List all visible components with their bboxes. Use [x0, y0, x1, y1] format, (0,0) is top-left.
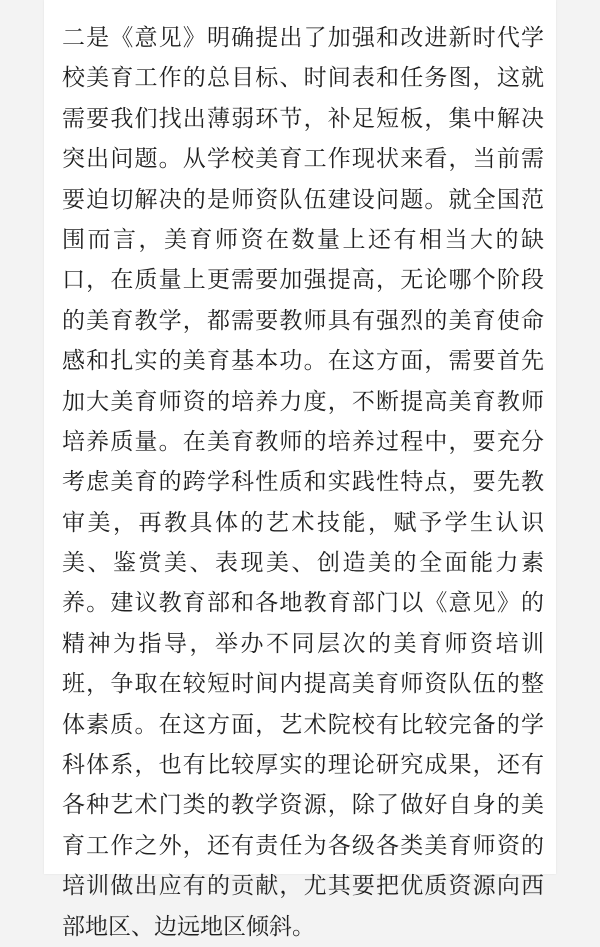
- text-line: 养。建议教育部和各地教育部门以《意见》的: [62, 590, 544, 617]
- text-line: 围而言，美育师资在数量上还有相当大的缺: [62, 226, 544, 253]
- text-line: 培养质量。在美育教师的培养过程中，要充分: [62, 428, 544, 455]
- text-line: 美、鉴赏美、表现美、创造美的全面能力素: [62, 550, 544, 577]
- text-line: 考虑美育的跨学科性质和实践性特点，要先教: [62, 469, 544, 496]
- text-line: 科体系，也有比较厚实的理论研究成果，还有: [62, 752, 544, 779]
- text-line: 审美，再教具体的艺术技能，赋予学生认识: [62, 509, 544, 536]
- text-line: 各种艺术门类的教学资源，除了做好自身的美: [62, 792, 544, 819]
- text-line: 育工作之外，还有责任为各级各类美育师资的: [62, 832, 544, 859]
- text-line: 班，争取在较短时间内提高美育师资队伍的整: [62, 671, 544, 698]
- text-line: 二是《意见》明确提出了加强和改进新时代学: [62, 25, 544, 51]
- text-line: 感和扎实的美育基本功。在这方面，需要首先: [62, 348, 544, 375]
- text-line: 体素质。在这方面，艺术院校有比较完备的学: [62, 711, 544, 738]
- text-line: 精神为指导，举办不同层次的美育师资培训: [62, 630, 544, 657]
- text-line: 部地区、边远地区倾斜。: [62, 913, 315, 940]
- text-line: 校美育工作的总目标、时间表和任务图，这就: [62, 65, 544, 92]
- text-line: 需要我们找出薄弱环节，补足短板，集中解决: [62, 105, 544, 132]
- article-paragraph: [62, 18, 544, 947]
- text-line: 要迫切解决的是师资队伍建设问题。就全国范: [62, 186, 544, 213]
- text-line: 的美育教学，都需要教师具有强烈的美育使命: [62, 307, 544, 334]
- text-line: 口，在质量上更需要加强提高，无论哪个阶段: [62, 267, 544, 294]
- text-line: 突出问题。从学校美育工作现状来看，当前需: [62, 146, 544, 173]
- text-line: 培训做出应有的贡献，尤其要把优质资源向西: [62, 873, 544, 900]
- text-line: 加大美育师资的培养力度，不断提高美育教师: [62, 388, 544, 415]
